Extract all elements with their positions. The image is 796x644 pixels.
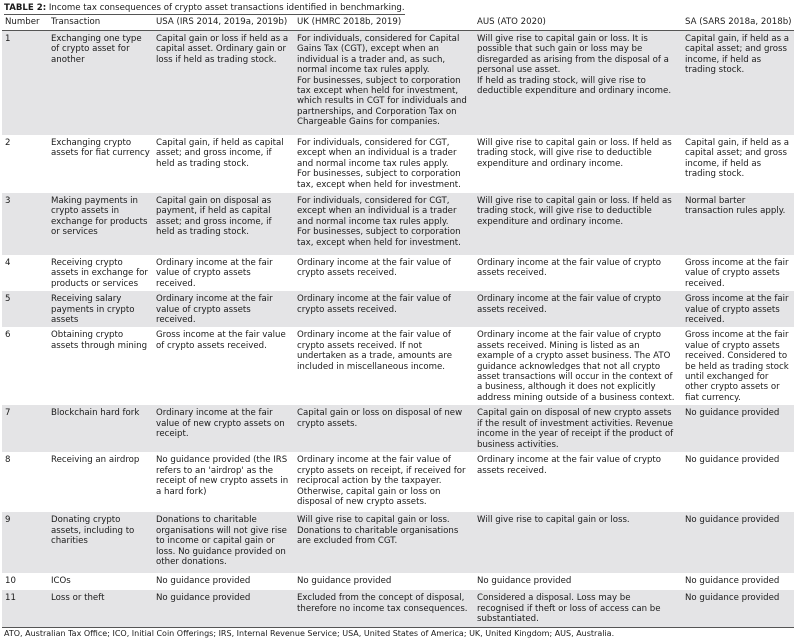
cell-aus: No guidance provided [477, 576, 572, 587]
cell-sa: No guidance provided [682, 512, 794, 573]
cell-usa: Capital gain on disposal as payment, if held as capital asset; and gross income, if held as trading stock. [153, 193, 294, 255]
cell-usa: Ordinary income at the fair value of new crypto assets on receipt. [153, 405, 294, 452]
cell-sa: No guidance provided [685, 576, 780, 587]
cell-sa: Normal barter transaction rules apply. [682, 193, 794, 255]
cell-aus: Will give rise to capital gain or loss. If held as trading stock, will give rise to deductible expenditure and ordinary income. [477, 138, 672, 169]
row-number: 11 [2, 590, 48, 627]
cell-transaction: Exchanging crypto assets for fiat currency [51, 138, 150, 159]
table-row [2, 135, 794, 193]
cell-usa: No guidance provided [156, 576, 251, 587]
table-row [2, 590, 794, 627]
table-row [2, 193, 794, 255]
cell-transaction: Receiving crypto assets in exchange for products or services [51, 258, 148, 289]
cell-uk: Ordinary income at the fair value of crypto assets received. [297, 258, 451, 279]
tax-consequences-table [2, 16, 794, 628]
cell-aus: Considered a disposal. Loss may be recognised if theft or loss of access can be substantiated. [474, 590, 682, 627]
cell-transaction: Receiving an airdrop [51, 455, 140, 466]
cell-sa: No guidance provided [682, 590, 794, 627]
table-row [2, 573, 794, 590]
cell-usa: No guidance provided (the IRS refers to an 'airdrop' as the receipt of new crypto assets in a hard fork) [156, 455, 289, 497]
cell-uk: Will give rise to capital gain or loss. Donations to charitable organisations are excluded from CGT. [294, 512, 474, 573]
cell-usa: Capital gain, if held as capital asset; and gross income, if held as trading stock. [156, 138, 284, 169]
cell-sa: Gross income at the fair value of crypto assets received. [682, 291, 794, 327]
cell-uk: No guidance provided [297, 576, 392, 587]
cell-aus: Ordinary income at the fair value of crypto assets received. [477, 258, 662, 279]
cell-aus: Ordinary income at the fair value of crypto assets received. [477, 455, 662, 476]
cell-sa: Gross income at the fair value of crypto assets received. [685, 258, 789, 289]
cell-transaction: Donating crypto assets, including to charities [48, 512, 153, 573]
cell-transaction: Making payments in crypto assets in exchange for products or services [48, 193, 153, 255]
row-number: 2 [5, 138, 11, 148]
cell-transaction: Exchanging one type of crypto asset for another [48, 31, 153, 136]
table-row [2, 512, 794, 573]
cell-transaction: Loss or theft [48, 590, 153, 627]
table-row [2, 255, 794, 291]
row-number: 4 [5, 258, 11, 268]
row-number: 7 [2, 405, 48, 452]
cell-usa: Donations to charitable organisations will not give rise to income or capital gain or loss. No guidance provided on other donations. [153, 512, 294, 573]
header-aus: AUS (ATO 2020) [474, 16, 682, 31]
cell-transaction: Blockchain hard fork [48, 405, 153, 452]
cell-aus: Will give rise to capital gain or loss. If held as trading stock, will give rise to deductible expenditure and ordinary income. [474, 193, 682, 255]
cell-aus: Will give rise to capital gain or loss. [474, 512, 682, 573]
table-caption-text: Income tax consequences of crypto asset transactions identified in benchmarking. [48, 3, 405, 13]
header-uk: UK (HMRC 2018b, 2019) [294, 16, 474, 31]
cell-uk: For individuals, considered for CGT, except when an individual is a trader and normal income tax rules apply. For businesses, subject to corporation tax, except when held for investment. [294, 193, 474, 255]
table-footnote: ATO, Australian Tax Office; ICO, Initial Coin Offerings; IRS, Internal Revenue Service; USA, United States of America; UK, United Kingdom; AUS, Australia. [4, 629, 615, 638]
table-row [2, 452, 794, 512]
cell-usa: No guidance provided [153, 590, 294, 627]
cell-uk: Ordinary income at the fair value of crypto assets on receipt, if received for reciprocal action by the taxpayer. Otherwise, capital gain or loss on disposal of new crypto assets. [297, 455, 466, 508]
cell-uk: Ordinary income at the fair value of crypto assets received. [294, 291, 474, 327]
table-row [2, 291, 794, 327]
cell-sa: Capital gain, if held as a capital asset; and gross income, if held as trading stock. [685, 138, 790, 180]
row-number: 5 [2, 291, 48, 327]
header-transaction: Transaction [48, 16, 153, 31]
row-number: 9 [2, 512, 48, 573]
cell-uk: For individuals, considered for CGT, except when an individual is a trader and normal income tax rules apply. For businesses, subject to corporation tax, except when held for investment. [297, 138, 461, 190]
cell-aus: Ordinary income at the fair value of crypto assets received. Mining is listed as an example of a crypto asset business. The ATO guidance acknowledges that not all crypto asset transactions will occur in the context of a business, although it does not explicitly address mining outside of a business context. [477, 330, 675, 403]
cell-aus: Will give rise to capital gain or loss. It is possible that such gain or loss may be disregarded as arising from the disposal of a personal use asset. If held as trading stock, will give rise to deductible expenditure and ordinary income. [474, 31, 682, 136]
cell-sa: Gross income at the fair value of crypto assets received. Considered to be held as trading stock until exchanged for other crypto assets or fiat currency. [685, 330, 789, 403]
table-caption [4, 3, 405, 15]
cell-uk: Capital gain or loss on disposal of new crypto assets. [294, 405, 474, 452]
cell-sa: No guidance provided [685, 455, 780, 466]
row-number: 3 [2, 193, 48, 255]
cell-sa: No guidance provided [682, 405, 794, 452]
cell-uk: Excluded from the concept of disposal, therefore no income tax consequences. [294, 590, 474, 627]
cell-transaction: ICOs [51, 576, 71, 587]
row-number: 8 [5, 455, 11, 466]
table-header-row [2, 16, 794, 31]
cell-uk: Ordinary income at the fair value of crypto assets received. If not undertaken as a trade, amounts are included in miscellaneous income. [297, 330, 453, 372]
header-sa: SA (SARS 2018a, 2018b) [682, 16, 794, 31]
cell-aus: Ordinary income at the fair value of crypto assets received. [474, 291, 682, 327]
cell-usa: Ordinary income at the fair value of crypto assets received. [156, 258, 273, 289]
header-usa: USA (IRS 2014, 2019a, 2019b) [153, 16, 294, 31]
table-row [2, 31, 794, 136]
cell-sa: Capital gain, if held as a capital asset; and gross income, if held as trading stock. [682, 31, 794, 136]
row-number: 10 [5, 576, 16, 587]
cell-usa: Capital gain or loss if held as a capital asset. Ordinary gain or loss if held as trading stock. [153, 31, 294, 136]
cell-usa: Gross income at the fair value of crypto assets received. [156, 330, 286, 351]
cell-usa: Ordinary income at the fair value of crypto assets received. [153, 291, 294, 327]
header-number: Number [2, 16, 48, 31]
row-number: 6 [5, 330, 11, 341]
table-row [2, 405, 794, 452]
table-caption-label: TABLE 2: [4, 3, 47, 13]
cell-transaction: Obtaining crypto assets through mining [51, 330, 148, 351]
table-row [2, 327, 794, 405]
cell-transaction: Receiving salary payments in crypto assets [48, 291, 153, 327]
cell-aus: Capital gain on disposal of new crypto assets if the result of investment activities. Revenue income in the year of receipt if the product of business activities. [474, 405, 682, 452]
cell-uk: For individuals, considered for Capital Gains Tax (CGT), except when an individual is a trader and, as such, normal income tax rules apply. For businesses, subject to corporation tax except when held for investment, which results in CGT for individuals and partnerships, and Corporation Tax on Chargeable Gains for companies. [294, 31, 474, 136]
row-number: 1 [2, 31, 48, 136]
